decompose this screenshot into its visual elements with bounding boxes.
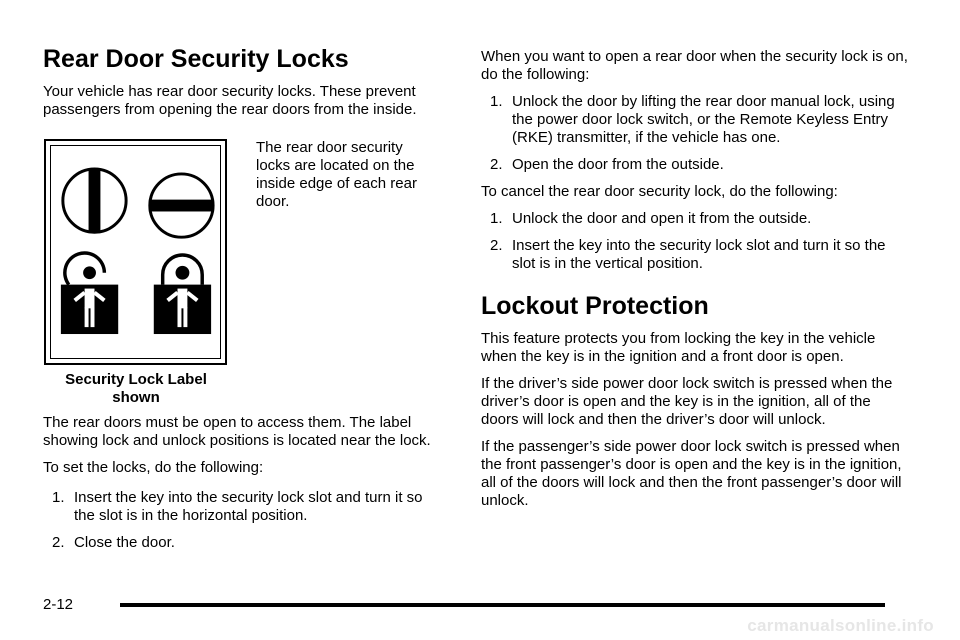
- section-title-rear-door-security-locks: Rear Door Security Locks: [43, 45, 349, 73]
- security-lock-label-illustration: [51, 146, 220, 358]
- right-column: [481, 48, 911, 510]
- page-number: 2-12: [43, 596, 74, 613]
- section-title-lockout-protection: Lockout Protection: [481, 292, 709, 320]
- lockout-paragraph-2: If the driver’s side power door lock switch is pressed when the driver’s door is open and the key is in the ignition, all of the doors will lock and then the driver’s door will unlock.: [481, 375, 893, 428]
- lockout-paragraph-1: This feature protects you from locking the key in the vehicle when the key is in the ignition and a front door is open.: [481, 330, 876, 365]
- figure-caption: Security Lock Label shown: [65, 371, 207, 406]
- child-locked-icon: [154, 255, 211, 334]
- list-item: 2. Insert the key into the security lock slot and turn it so the slot is in the vertical position.: [490, 237, 886, 272]
- vertical-slot-icon: [63, 168, 126, 233]
- list-item: 1. Unlock the door by lifting the rear door manual lock, using the power door lock switch, or the Remote Keyless Entry (RKE) transmitter, if the vehicle has one.: [490, 93, 895, 146]
- access-paragraph: The rear doors must be open to access them. The label showing lock and unlock positions is located near the lock.: [43, 414, 431, 449]
- watermark: carmanualsonline.info: [747, 616, 934, 635]
- cancel-lock-steps: [481, 210, 911, 273]
- set-locks-steps: [43, 489, 443, 552]
- horizontal-slot-icon: [149, 174, 214, 237]
- set-locks-intro: To set the locks, do the following:: [43, 459, 264, 476]
- list-item: 1. Unlock the door and open it from the outside.: [490, 210, 812, 227]
- list-item: 2. Open the door from the outside.: [490, 156, 724, 173]
- open-door-steps: [481, 93, 911, 174]
- cancel-lock-intro: To cancel the rear door security lock, do the following:: [481, 183, 838, 200]
- left-column: [43, 44, 443, 552]
- lockout-paragraph-3: If the passenger’s side power door lock switch is pressed when the front passenger’s door is open and the key is in the ignition, all of the doors will lock and then the front passenger’s door will unlock.: [481, 438, 902, 509]
- open-door-intro: When you want to open a rear door when the security lock is on, do the following:: [481, 48, 908, 83]
- list-item: 1. Insert the key into the security lock slot and turn it so the slot is in the horizontal position.: [52, 489, 423, 524]
- figure-side-text: The rear door security locks are located on the inside edge of each rear door.: [256, 139, 417, 210]
- intro-paragraph: Your vehicle has rear door security locks. These prevent passengers from opening the rear doors from the inside.: [43, 83, 417, 118]
- footer-rule: [120, 603, 885, 607]
- security-lock-label-figure: [44, 139, 227, 365]
- child-unlocked-icon: [61, 253, 118, 334]
- figure-row: [43, 139, 443, 411]
- list-item: 2. Close the door.: [52, 534, 175, 551]
